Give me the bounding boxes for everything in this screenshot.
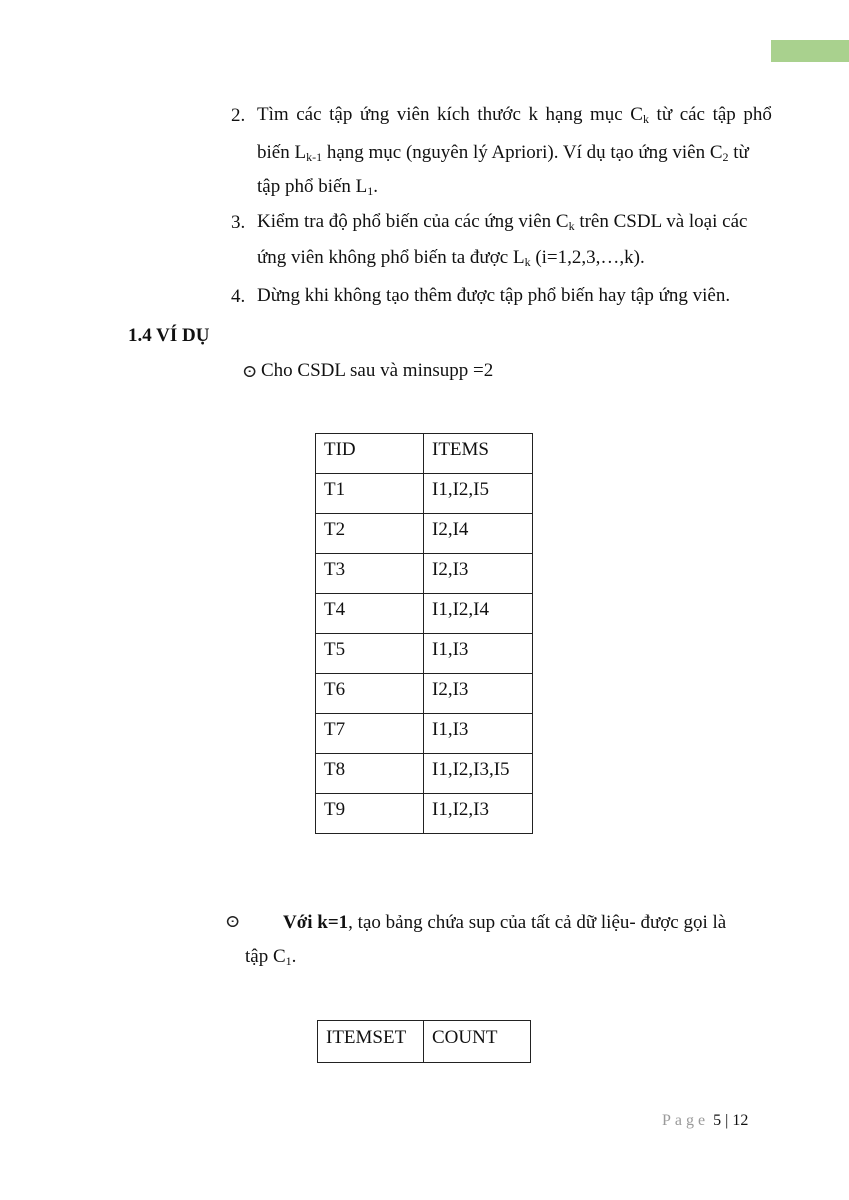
k1-bold: Với k=1 [283, 912, 349, 933]
table-header-cell: COUNT [424, 1021, 531, 1063]
list-line: Tìm các tập ứng viên kích thước k hạng mục $C_k$ từ các tập phổ [257, 104, 772, 126]
c1-table [317, 1020, 531, 1063]
section-heading: 1.4 VÍ DỤ [128, 325, 210, 346]
intro-text: Cho CSDL sau và minsupp =2 [261, 360, 494, 381]
list-line: Dừng khi không tạo thêm được tập phổ biến hay tập ứng viên. [257, 285, 731, 306]
table-cell: I1,I2,I4 [424, 594, 533, 634]
table-cell: I1,I2,I5 [424, 474, 533, 514]
table-cell: I2,I3 [424, 674, 533, 714]
table-row [316, 514, 533, 554]
table-row [316, 674, 533, 714]
table-row [316, 714, 533, 754]
bullet-icon: ⵙ [226, 915, 240, 931]
table-cell: I1,I2,I3 [424, 794, 533, 834]
table-header-cell: ITEMSET [318, 1021, 424, 1063]
table-cell: I1,I2,I3,I5 [424, 754, 533, 794]
table-row [316, 754, 533, 794]
table-header-cell: TID [316, 434, 424, 474]
k1-line: Với k=1, tạo bảng chứa sup của tất cả dữ liệu- được gọi là [283, 912, 727, 933]
list-number: 2. [231, 105, 246, 126]
database-table [315, 433, 533, 834]
table-cell: T6 [316, 674, 424, 714]
table-row [316, 634, 533, 674]
list-number: 3. [231, 212, 246, 233]
table-cell: T3 [316, 554, 424, 594]
header-accent-bar [771, 40, 849, 62]
list-line: tập phổ biến $L_1$. [257, 176, 379, 198]
list-line: Kiểm tra độ phổ biến của các ứng viên $C_k$ trên CSDL và loại các [257, 211, 748, 233]
bullet-icon: ⵙ [243, 365, 257, 381]
table-row [316, 474, 533, 514]
table-cell: I2,I4 [424, 514, 533, 554]
table-cell: T1 [316, 474, 424, 514]
page-total: 12 [732, 1112, 749, 1129]
table-cell: T5 [316, 634, 424, 674]
table-cell: T4 [316, 594, 424, 634]
page-footer [662, 1112, 748, 1130]
table-cell: T9 [316, 794, 424, 834]
table-cell: I1,I3 [424, 634, 533, 674]
table-cell: I1,I3 [424, 714, 533, 754]
page-separator: | [725, 1112, 729, 1129]
list-number: 4. [231, 286, 246, 307]
list-line: ứng viên không phổ biến ta được $L_k$ (i=1,2,3,…,k). [257, 247, 645, 269]
page-current: 5 [713, 1112, 722, 1129]
table-header-row [316, 434, 533, 474]
table-row [316, 594, 533, 634]
table-cell: I2,I3 [424, 554, 533, 594]
c-k-sym: $C_k$ [630, 104, 649, 126]
table-row [316, 554, 533, 594]
list-line: biến $L_{k-1}$ hạng mục (nguyên lý Apriori). Ví dụ tạo ứng viên $C_2$ từ [257, 142, 749, 164]
table-cell: T8 [316, 754, 424, 794]
page-label: Page [662, 1112, 710, 1129]
table-row [316, 794, 533, 834]
table-cell: T7 [316, 714, 424, 754]
k1-line-2: tập $C_1$. [245, 946, 297, 968]
table-cell: T2 [316, 514, 424, 554]
table-header-cell: ITEMS [424, 434, 533, 474]
